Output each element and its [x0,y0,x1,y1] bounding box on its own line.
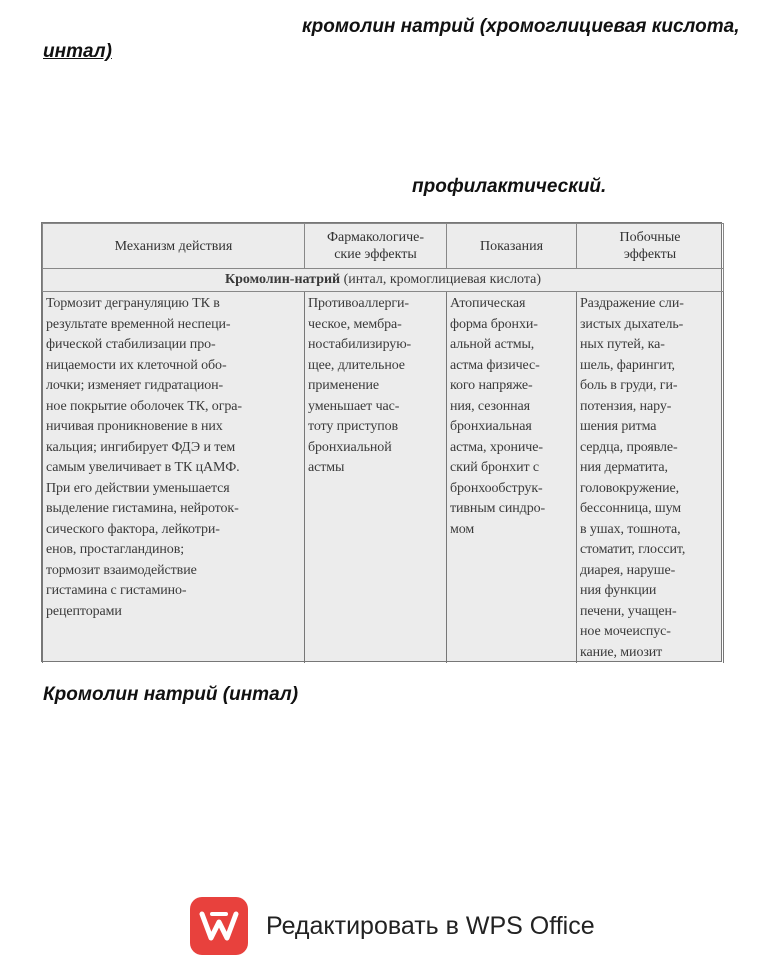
edit-in-wps-button[interactable] [190,897,595,955]
wps-logo-icon [190,897,248,955]
cell-mechanism: Тормозит дегрануляцию ТК в результате временной неспеци- фической стабилизации про- ницаемости их клеточной обо- лочки; изменяет гидратацион- ное покрытие оболочек ТК, огра- ничивая проникновение в них кальция; ингибирует ФДЭ и тем самым увеличивает в ТК цАМФ. При его действии уменьшается выделение гистамина, нейроток- сического фактора, лейкотри- енов, простагландинов; тормозит взаимодействие гистамина с гистамино- рецепторами [43,292,305,664]
header-side-effects: Побочные эффекты [577,224,724,269]
heading-line-1: кромолин натрий (хромоглициевая кислота, [302,16,740,37]
group-subtitle: (интал, кромоглициевая кислота) [340,272,542,287]
cell-indications: Атопическая форма бронхи- альной астмы, астма физичес- кого напряже- ния, сезонная бронхиальная астма, хрониче- ский бронхит с бронхообструк- тивным синдро- мом [447,292,577,664]
caption: Кромолин натрий (интал) [43,684,299,705]
heading-line-2: интал) [43,41,112,62]
group-title [43,269,724,292]
group-row [43,269,724,292]
header-mechanism: Механизм действия [43,224,305,269]
scanned-table-image [41,222,722,662]
table-header-row [43,224,724,269]
subheading: профилактический. [412,176,607,197]
group-title-bold: Кромолин-натрий [224,272,341,287]
edit-in-wps-label: Редактировать в WPS Office [266,911,595,940]
drug-table [42,223,724,663]
header-indications: Показания [447,224,577,269]
cell-side-effects: Раздражение сли- зистых дыхатель- ных путей, ка- шель, фарингит, боль в груди, ги- потензия, нару- шения ритма сердца, проявле- ния дерматита, головокружение, бессонница, шум в ушах, тошнота, стоматит, глоссит, диарея, наруше- ния функции печени, учащен- ное мочеиспус- кание, миозит [577,292,724,664]
table-row [43,292,724,664]
cell-pharm-effects: Противоаллерги- ческое, мембра- ностабилизирую- щее, длительное применение уменьшает час- тоту приступов бронхиальной астмы [305,292,447,664]
header-pharm-effects: Фармакологиче- ские эффекты [305,224,447,269]
